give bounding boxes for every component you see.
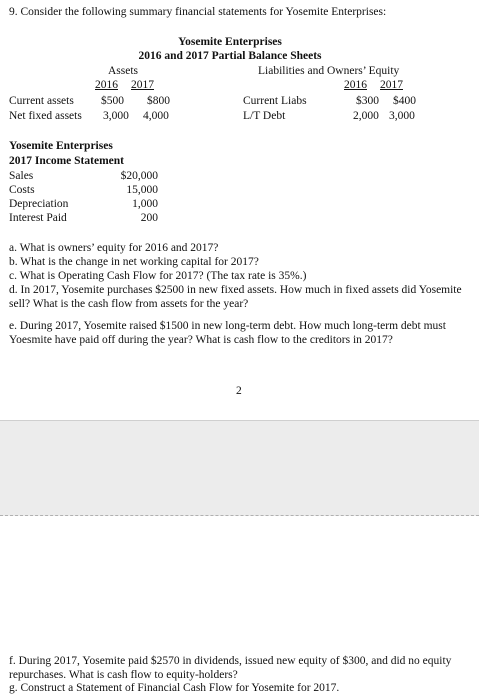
question-title: 9. Consider the following summary financial statements for Yosemite Enterprises:: [9, 6, 387, 18]
liab-year-2016: 2016: [344, 79, 367, 91]
liab-row-value-2017: $400: [393, 95, 416, 107]
liab-row-label: Current Liabs: [243, 95, 307, 107]
assets-row-value-2016: 3,000: [103, 110, 129, 122]
question-d: d. In 2017, Yosemite purchases $2500 in new fixed assets. How much in fixed assets did Yosemite sell? What is the cash flow from assets for the year?: [9, 284, 462, 310]
liab-year-2017: 2017: [380, 79, 403, 91]
income-row-label: Depreciation: [9, 198, 69, 210]
assets-row-label: Net fixed assets: [9, 110, 82, 122]
income-row-label: Costs: [9, 184, 35, 196]
balance-sheet-title: 2016 and 2017 Partial Balance Sheets: [138, 50, 322, 62]
assets-row-label: Current assets: [9, 95, 74, 107]
income-row-value: 1,000: [132, 198, 158, 210]
page-edge-line: [0, 420, 479, 421]
liab-row-label: L/T Debt: [243, 110, 286, 122]
assets-row-value-2017: $800: [147, 95, 170, 107]
assets-year-2016: 2016: [95, 79, 118, 91]
liab-row-value-2017: 3,000: [389, 110, 415, 122]
liab-row-value-2016: $300: [356, 95, 379, 107]
question-a: a. What is owners’ equity for 2016 and 2017?: [9, 242, 219, 254]
question-b: b. What is the change in net working capital for 2017?: [9, 256, 259, 268]
income-row-label: Interest Paid: [9, 212, 67, 224]
page-break-band: [0, 420, 479, 620]
income-row-value: 200: [140, 212, 158, 224]
income-title: 2017 Income Statement: [9, 155, 124, 167]
assets-row-value-2017: 4,000: [143, 110, 169, 122]
income-row-value: 15,000: [126, 184, 158, 196]
page-number: 2: [236, 385, 242, 397]
income-row-value: $20,000: [120, 170, 158, 182]
question-g: g. Construct a Statement of Financial Cash Flow for Yosemite for 2017.: [9, 682, 340, 694]
question-c: c. What is Operating Cash Flow for 2017? (The tax rate is 35%.): [9, 270, 307, 282]
liab-row-value-2016: 2,000: [353, 110, 379, 122]
assets-year-2017: 2017: [131, 79, 154, 91]
assets-header: Assets: [108, 65, 139, 77]
question-e: e. During 2017, Yosemite raised $1500 in new long-term debt. How much long-term debt must Yoesmite have paid off during the year? What is cash flow to the creditors in 2017?: [9, 320, 446, 346]
balance-sheet-company: Yosemite Enterprises: [178, 36, 282, 48]
assets-row-value-2016: $500: [101, 95, 124, 107]
liab-header: Liabilities and Owners’ Equity: [258, 65, 400, 77]
income-company: Yosemite Enterprises: [9, 140, 113, 152]
income-row-label: Sales: [9, 170, 34, 182]
question-f: f. During 2017, Yosemite paid $2570 in dividends, issued new equity of $300, and did no equity repurchases. What is cash flow to equity-holders?: [9, 655, 452, 681]
next-page-area: [0, 516, 479, 620]
